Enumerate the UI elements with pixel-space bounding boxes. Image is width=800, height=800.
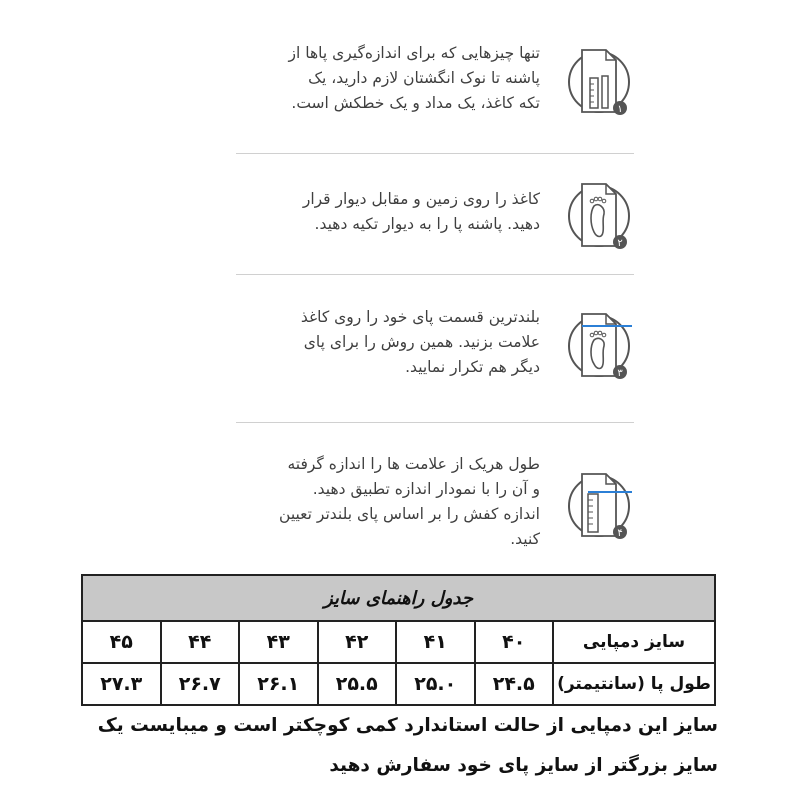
- row-label: سایز دمپایی: [553, 621, 715, 663]
- step-text: تنها چیزهایی که برای اندازه‌گیری پاها از پاشنه تا نوک انگشتان لازم دارید، یک تکه کاغذ، یک مداد و یک خطکش است.: [288, 43, 540, 112]
- table-title: جدول راهنمای سایز: [82, 575, 715, 621]
- step-4: [236, 452, 634, 552]
- table-cell: ۴۵: [82, 621, 161, 663]
- step-number: ۱: [617, 104, 623, 115]
- step-text: طول هریک از علامت ها را اندازه گرفته و آن را با نمودار اندازه تطبیق دهید. اندازه کفش را بر اساس پای بلندتر تعیین کنید.: [279, 455, 540, 548]
- divider: [236, 274, 634, 275]
- table-cell: ۲۵.۵: [318, 663, 397, 705]
- table-cell: ۴۰: [475, 621, 554, 663]
- row-label: طول پا (سانتیمتر): [553, 663, 715, 705]
- divider: [236, 422, 634, 423]
- step-2: [236, 172, 634, 252]
- step-1: [236, 38, 634, 118]
- table-header-row: [82, 575, 715, 621]
- paper-foot-mark-icon: [564, 302, 634, 382]
- step-3: [236, 302, 634, 382]
- divider: [236, 153, 634, 154]
- table-cell: ۲۷.۳: [82, 663, 161, 705]
- step-text: کاغذ را روی زمین و مقابل دیوار قرار دهید. پاشنه پا را به دیوار تکیه دهید.: [302, 190, 540, 233]
- paper-ruler-measure-icon: [564, 462, 634, 542]
- table-row: [82, 663, 715, 705]
- table-cell: ۴۳: [239, 621, 318, 663]
- note-line-1: سایز این دمپایی از حالت استاندارد کمی کوچکتر است و میبایست یک: [97, 715, 718, 736]
- table-cell: ۴۲: [318, 621, 397, 663]
- table-cell: ۲۶.۱: [239, 663, 318, 705]
- table-row: [82, 621, 715, 663]
- table-cell: ۲۴.۵: [475, 663, 554, 705]
- paper-foot-icon: [564, 172, 634, 252]
- step-number: ۳: [617, 368, 623, 379]
- size-guide-table: [81, 574, 716, 706]
- table-cell: ۴۱: [396, 621, 475, 663]
- table-cell: ۲۶.۷: [161, 663, 240, 705]
- table-cell: ۴۴: [161, 621, 240, 663]
- size-note: [58, 706, 718, 786]
- step-number: ۴: [617, 528, 623, 539]
- note-line-2: سایز بزرگتر از سایز پای خود سفارش دهید: [329, 755, 718, 776]
- table-cell: ۲۵.۰: [396, 663, 475, 705]
- step-number: ۲: [617, 238, 623, 249]
- step-text: بلندترین قسمت پای خود را روی کاغذ علامت بزنید. همین روش را برای پای دیگر هم تکرار نمایید.: [300, 307, 540, 376]
- paper-ruler-pencil-icon: [564, 38, 634, 118]
